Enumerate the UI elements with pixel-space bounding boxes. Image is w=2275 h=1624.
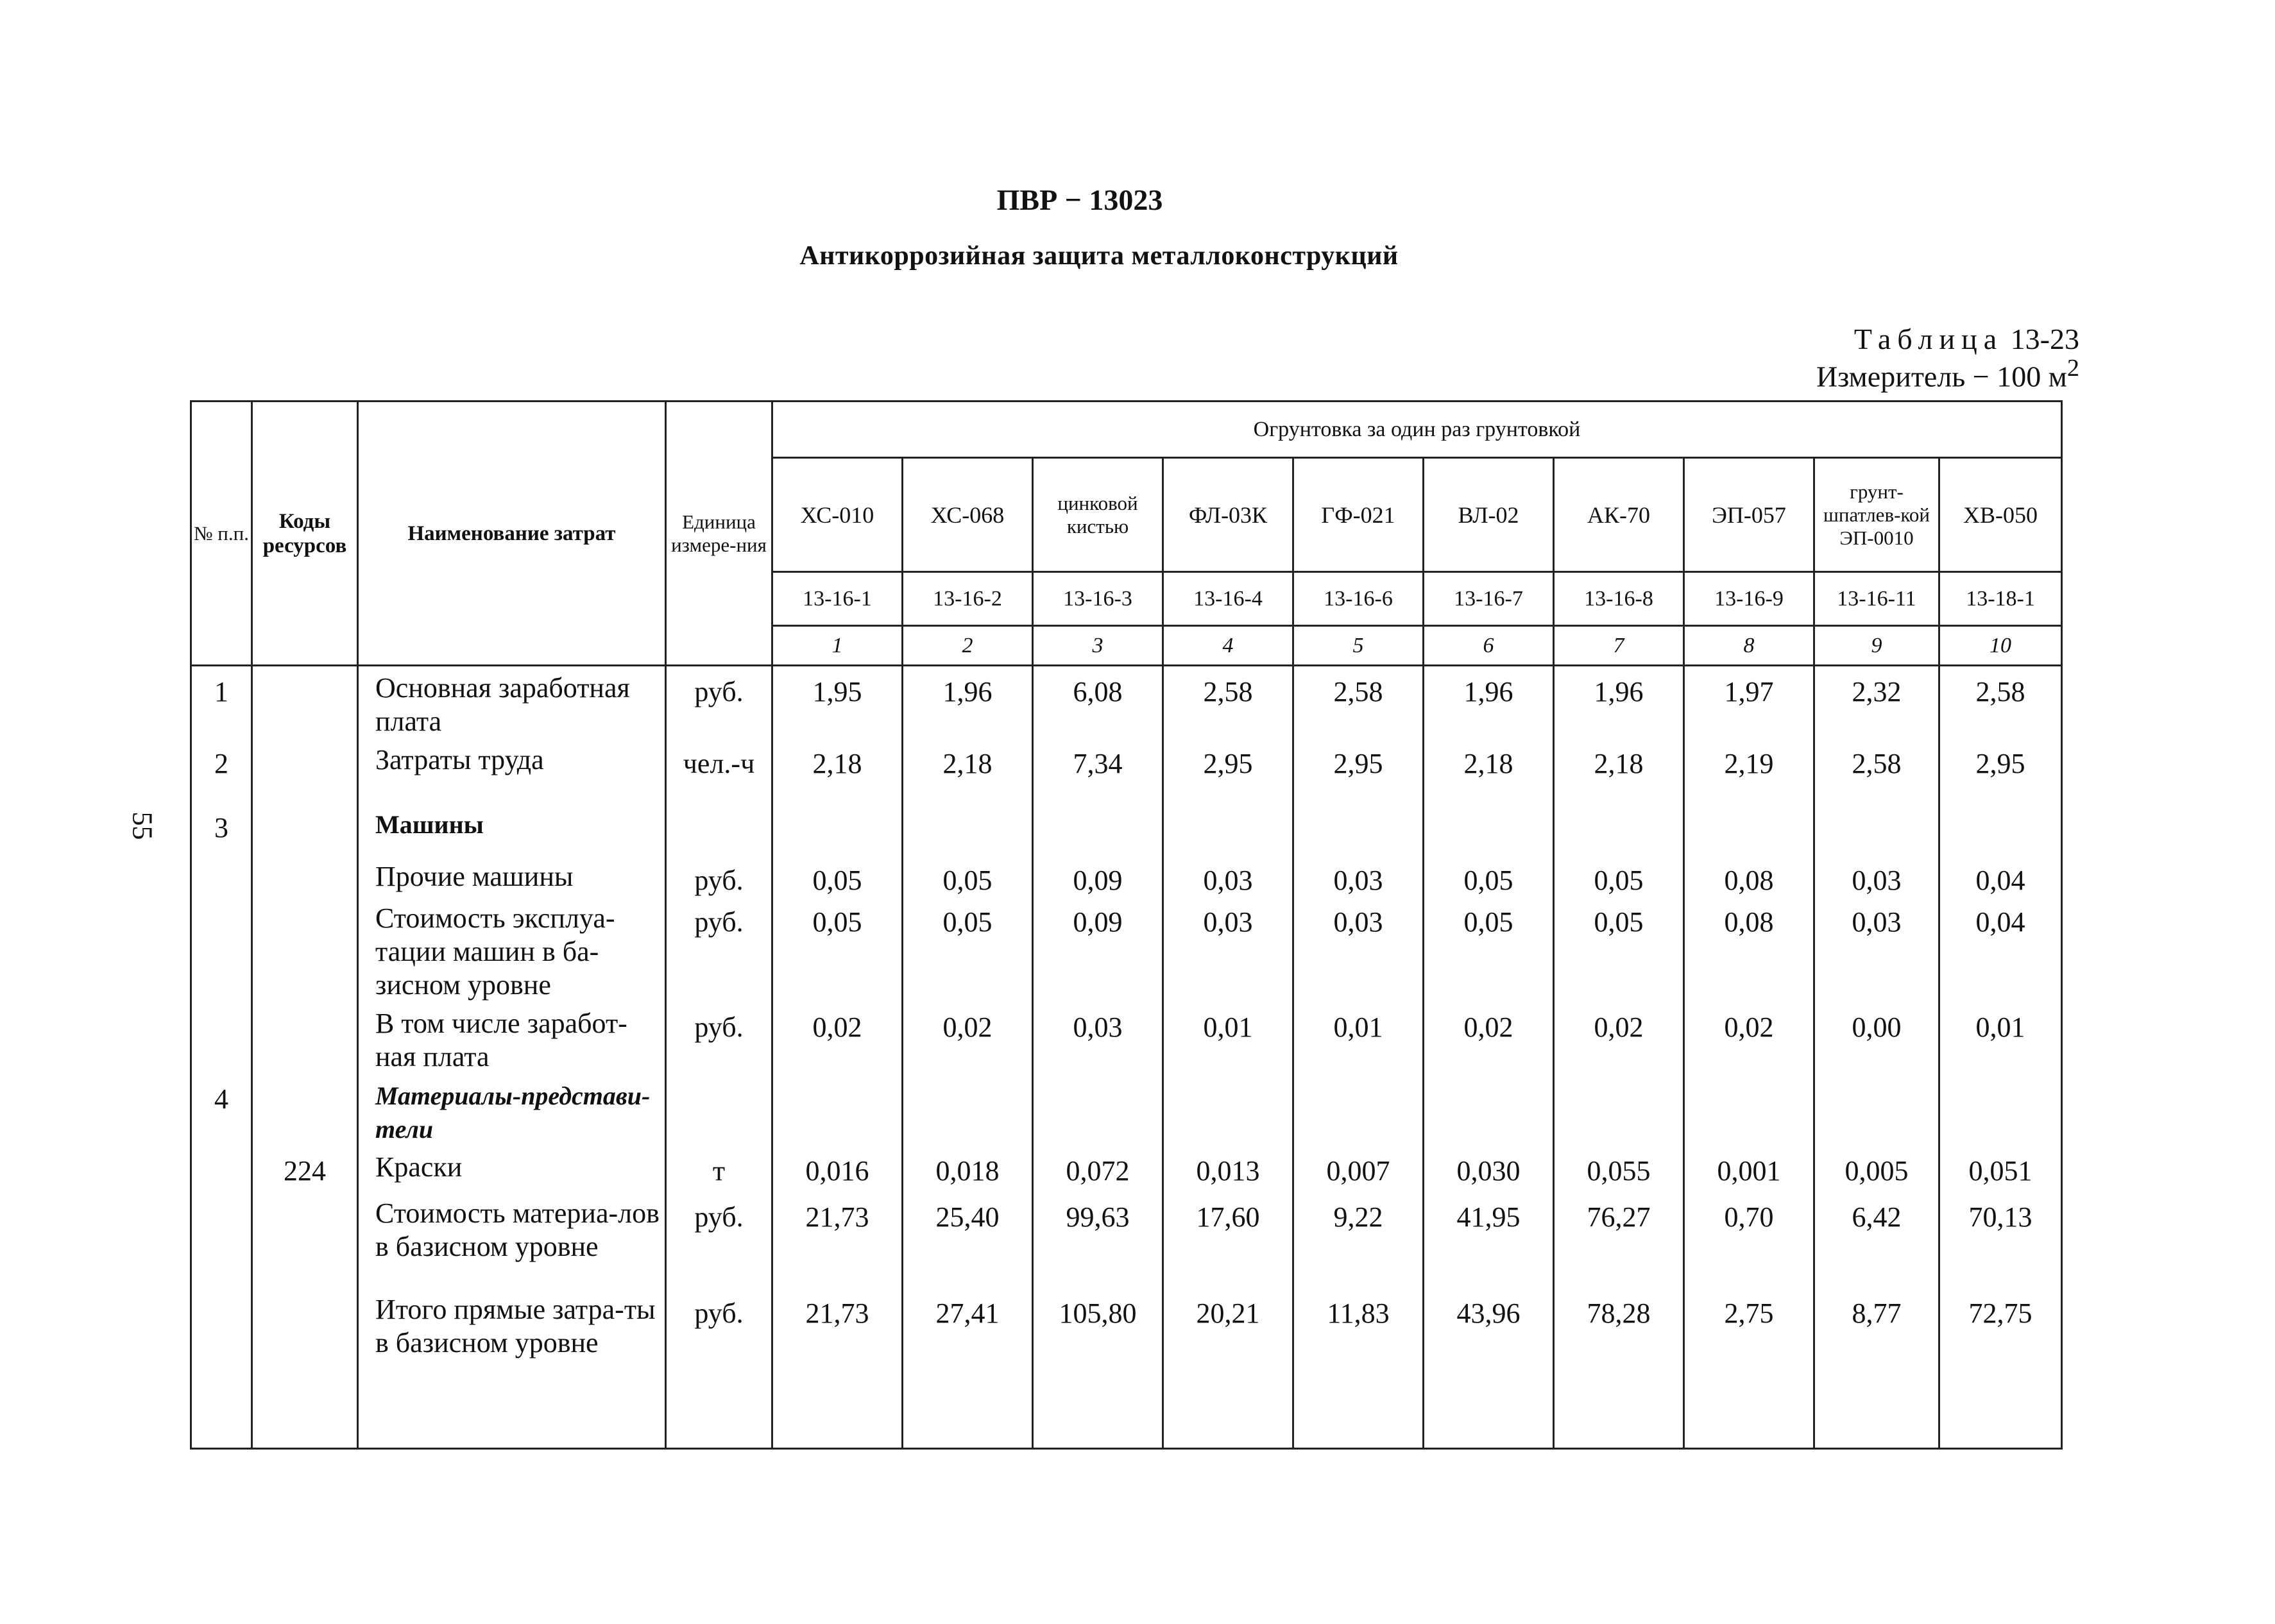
row-code xyxy=(252,1288,358,1410)
row-value-6: 0,05 xyxy=(1424,897,1554,1002)
row-name xyxy=(358,802,666,855)
row-value-6: 43,96 xyxy=(1424,1288,1554,1410)
row-unit: руб. xyxy=(666,1288,772,1410)
column-index-3: 3 xyxy=(1033,626,1163,666)
row-name-text: Стоимость материа-лов в базисном уровне xyxy=(375,1197,660,1262)
table-label-number: 13-23 xyxy=(2010,323,2079,355)
row-value-5: 0,01 xyxy=(1293,1002,1424,1074)
row-value-3: 0,072 xyxy=(1033,1146,1163,1192)
row-value-8 xyxy=(1684,802,1814,855)
row-value-9: 2,32 xyxy=(1814,666,1939,739)
row-position: 2 xyxy=(191,738,252,802)
padding-cell xyxy=(1033,1410,1163,1448)
row-unit xyxy=(666,1074,772,1146)
row-value-6 xyxy=(1424,802,1554,855)
row-value-1: 0,016 xyxy=(772,1146,903,1192)
row-value-8: 0,70 xyxy=(1684,1192,1814,1288)
padding-cell xyxy=(1814,1410,1939,1448)
row-position xyxy=(191,855,252,897)
row-value-2: 1,96 xyxy=(903,666,1033,739)
row-value-8: 2,75 xyxy=(1684,1288,1814,1410)
row-unit: руб. xyxy=(666,855,772,897)
row-value-6 xyxy=(1424,1074,1554,1146)
row-code xyxy=(252,855,358,897)
column-name-1: ХС-010 xyxy=(772,458,903,572)
column-name-3: цинковой кистью xyxy=(1033,458,1163,572)
padding-cell xyxy=(1684,1410,1814,1448)
table-padding-row xyxy=(191,1410,2062,1448)
row-name xyxy=(358,1288,666,1410)
row-name-text: Стоимость эксплуа-тации машин в ба-зисном уровне xyxy=(375,902,615,1001)
table-row xyxy=(191,897,2062,1002)
row-value-7: 0,05 xyxy=(1554,855,1684,897)
row-value-9: 0,00 xyxy=(1814,1002,1939,1074)
row-value-1: 2,18 xyxy=(772,738,903,802)
row-value-10: 0,04 xyxy=(1939,897,2062,1002)
resource-table xyxy=(190,400,2063,1450)
row-value-10: 0,01 xyxy=(1939,1002,2062,1074)
measure-sup: 2 xyxy=(2066,355,2079,382)
row-name-text: Краски xyxy=(375,1151,463,1183)
column-name-9: грунт-шпатлев-кой ЭП-0010 xyxy=(1814,458,1939,572)
row-value-2 xyxy=(903,1074,1033,1146)
row-value-7: 0,02 xyxy=(1554,1002,1684,1074)
table-row xyxy=(191,1288,2062,1410)
row-unit: руб. xyxy=(666,1002,772,1074)
table-body xyxy=(191,402,2062,1449)
padding-cell xyxy=(191,1410,252,1448)
row-value-9: 0,03 xyxy=(1814,855,1939,897)
row-value-10: 70,13 xyxy=(1939,1192,2062,1288)
padding-cell xyxy=(1163,1410,1293,1448)
row-value-2: 0,02 xyxy=(903,1002,1033,1074)
column-code-10: 13-18-1 xyxy=(1939,572,2062,626)
row-name xyxy=(358,738,666,802)
row-value-1: 21,73 xyxy=(772,1288,903,1410)
row-name-text: В том числе заработ-ная плата xyxy=(375,1008,627,1072)
row-value-4: 0,013 xyxy=(1163,1146,1293,1192)
row-position xyxy=(191,1288,252,1410)
column-code-5: 13-16-6 xyxy=(1293,572,1424,626)
row-value-2: 0,018 xyxy=(903,1146,1033,1192)
row-value-7: 0,055 xyxy=(1554,1146,1684,1192)
row-value-1: 0,05 xyxy=(772,897,903,1002)
row-unit xyxy=(666,802,772,855)
row-value-2: 0,05 xyxy=(903,897,1033,1002)
row-value-10: 72,75 xyxy=(1939,1288,2062,1410)
row-value-5: 0,03 xyxy=(1293,897,1424,1002)
column-code-9: 13-16-11 xyxy=(1814,572,1939,626)
row-value-6: 0,02 xyxy=(1424,1002,1554,1074)
column-code-3: 13-16-3 xyxy=(1033,572,1163,626)
padding-cell xyxy=(358,1410,666,1448)
row-value-5: 9,22 xyxy=(1293,1192,1424,1288)
row-value-2: 2,18 xyxy=(903,738,1033,802)
row-name-text: Материалы-представи-тели xyxy=(375,1081,651,1144)
column-name-6: ВЛ-02 xyxy=(1424,458,1554,572)
row-value-1: 0,05 xyxy=(772,855,903,897)
row-value-10: 2,95 xyxy=(1939,738,2062,802)
row-code xyxy=(252,666,358,739)
row-value-8: 0,001 xyxy=(1684,1146,1814,1192)
row-code xyxy=(252,1074,358,1146)
column-index-6: 6 xyxy=(1424,626,1554,666)
row-value-10 xyxy=(1939,802,2062,855)
table-row xyxy=(191,666,2062,739)
row-position: 4 xyxy=(191,1074,252,1146)
document-title: ПВР − 13023 xyxy=(996,183,1163,216)
table-row xyxy=(191,1192,2062,1288)
row-name xyxy=(358,1146,666,1192)
row-value-3: 0,03 xyxy=(1033,1002,1163,1074)
row-value-1: 1,95 xyxy=(772,666,903,739)
row-value-4: 0,03 xyxy=(1163,897,1293,1002)
row-value-5: 2,95 xyxy=(1293,738,1424,802)
header-name: Наименование затрат xyxy=(358,402,666,666)
row-position xyxy=(191,1192,252,1288)
column-name-2: ХС-068 xyxy=(903,458,1033,572)
table-row xyxy=(191,1002,2062,1074)
row-value-10: 2,58 xyxy=(1939,666,2062,739)
column-code-8: 13-16-9 xyxy=(1684,572,1814,626)
row-name xyxy=(358,897,666,1002)
row-value-10 xyxy=(1939,1074,2062,1146)
row-value-7: 1,96 xyxy=(1554,666,1684,739)
header-codes: Коды ресурсов xyxy=(252,402,358,666)
row-value-3 xyxy=(1033,802,1163,855)
row-name xyxy=(358,855,666,897)
row-value-3: 6,08 xyxy=(1033,666,1163,739)
column-index-8: 8 xyxy=(1684,626,1814,666)
column-index-4: 4 xyxy=(1163,626,1293,666)
table-row xyxy=(191,1146,2062,1192)
header-unit: Единица измере-ния xyxy=(666,402,772,666)
row-value-9: 0,005 xyxy=(1814,1146,1939,1192)
column-name-7: АК-70 xyxy=(1554,458,1684,572)
row-code xyxy=(252,1002,358,1074)
row-value-9: 8,77 xyxy=(1814,1288,1939,1410)
column-name-10: ХВ-050 xyxy=(1939,458,2062,572)
row-value-8 xyxy=(1684,1074,1814,1146)
row-value-5 xyxy=(1293,1074,1424,1146)
row-value-3: 7,34 xyxy=(1033,738,1163,802)
row-value-5: 11,83 xyxy=(1293,1288,1424,1410)
column-code-6: 13-16-7 xyxy=(1424,572,1554,626)
column-index-2: 2 xyxy=(903,626,1033,666)
column-name-5: ГФ-021 xyxy=(1293,458,1424,572)
row-code: 224 xyxy=(252,1146,358,1192)
row-unit: руб. xyxy=(666,897,772,1002)
row-name xyxy=(358,1002,666,1074)
row-position xyxy=(191,1146,252,1192)
row-value-9: 6,42 xyxy=(1814,1192,1939,1288)
row-value-5: 2,58 xyxy=(1293,666,1424,739)
row-position xyxy=(191,897,252,1002)
row-value-4 xyxy=(1163,802,1293,855)
row-unit: руб. xyxy=(666,1192,772,1288)
row-name xyxy=(358,1192,666,1288)
padding-cell xyxy=(903,1410,1033,1448)
table-row xyxy=(191,1074,2062,1146)
row-value-8: 0,02 xyxy=(1684,1002,1814,1074)
row-code xyxy=(252,802,358,855)
padding-cell xyxy=(772,1410,903,1448)
row-value-3 xyxy=(1033,1074,1163,1146)
row-value-3: 105,80 xyxy=(1033,1288,1163,1410)
padding-cell xyxy=(252,1410,358,1448)
row-value-4 xyxy=(1163,1074,1293,1146)
row-value-1: 21,73 xyxy=(772,1192,903,1288)
row-value-9: 0,03 xyxy=(1814,897,1939,1002)
row-value-4: 0,03 xyxy=(1163,855,1293,897)
row-position: 3 xyxy=(191,802,252,855)
row-value-3: 0,09 xyxy=(1033,855,1163,897)
row-value-6: 1,96 xyxy=(1424,666,1554,739)
document-subtitle: Антикоррозийная защита металлоконструкций xyxy=(799,241,1399,271)
row-value-4: 2,58 xyxy=(1163,666,1293,739)
padding-cell xyxy=(1293,1410,1424,1448)
column-name-4: ФЛ-03К xyxy=(1163,458,1293,572)
padding-cell xyxy=(666,1410,772,1448)
row-name-text: Затраты труда xyxy=(375,744,544,775)
row-value-4: 2,95 xyxy=(1163,738,1293,802)
row-value-7 xyxy=(1554,1074,1684,1146)
row-value-2 xyxy=(903,802,1033,855)
row-value-1 xyxy=(772,802,903,855)
row-name xyxy=(358,1074,666,1146)
row-value-5 xyxy=(1293,802,1424,855)
table-row xyxy=(191,802,2062,855)
row-value-7: 76,27 xyxy=(1554,1192,1684,1288)
header-num: № п.п. xyxy=(191,402,252,666)
padding-cell xyxy=(1424,1410,1554,1448)
row-value-4: 0,01 xyxy=(1163,1002,1293,1074)
table-label xyxy=(1854,322,2079,356)
row-value-2: 0,05 xyxy=(903,855,1033,897)
row-unit: чел.-ч xyxy=(666,738,772,802)
row-value-9 xyxy=(1814,1074,1939,1146)
row-name xyxy=(358,666,666,739)
row-value-6: 2,18 xyxy=(1424,738,1554,802)
header-group: Огрунтовка за один раз грунтовкой xyxy=(772,402,2062,458)
row-value-4: 17,60 xyxy=(1163,1192,1293,1288)
column-index-10: 10 xyxy=(1939,626,2062,666)
row-value-2: 25,40 xyxy=(903,1192,1033,1288)
page-number: 55 xyxy=(126,811,158,840)
row-position xyxy=(191,1002,252,1074)
column-code-7: 13-16-8 xyxy=(1554,572,1684,626)
row-value-8: 0,08 xyxy=(1684,897,1814,1002)
row-value-10: 0,04 xyxy=(1939,855,2062,897)
row-name-text: Основная заработная плата xyxy=(375,672,630,737)
column-name-8: ЭП-057 xyxy=(1684,458,1814,572)
row-value-7: 2,18 xyxy=(1554,738,1684,802)
row-value-6: 0,05 xyxy=(1424,855,1554,897)
padding-cell xyxy=(1939,1410,2062,1448)
row-value-7: 0,05 xyxy=(1554,897,1684,1002)
row-value-10: 0,051 xyxy=(1939,1146,2062,1192)
row-value-8: 2,19 xyxy=(1684,738,1814,802)
table-label-word: Таблица xyxy=(1853,323,2004,355)
row-name-text: Машины xyxy=(375,810,484,839)
row-value-1 xyxy=(772,1074,903,1146)
measure-unit xyxy=(1816,354,2079,393)
row-value-8: 0,08 xyxy=(1684,855,1814,897)
row-code xyxy=(252,897,358,1002)
row-value-5: 0,007 xyxy=(1293,1146,1424,1192)
row-code xyxy=(252,738,358,802)
row-value-8: 1,97 xyxy=(1684,666,1814,739)
measure-text: Измеритель − 100 м xyxy=(1816,360,2067,393)
row-position: 1 xyxy=(191,666,252,739)
table-row xyxy=(191,855,2062,897)
row-value-6: 0,030 xyxy=(1424,1146,1554,1192)
column-code-2: 13-16-2 xyxy=(903,572,1033,626)
row-name-text: Итого прямые затра-ты в базисном уровне xyxy=(375,1294,656,1358)
row-value-4: 20,21 xyxy=(1163,1288,1293,1410)
row-value-9: 2,58 xyxy=(1814,738,1939,802)
row-value-7 xyxy=(1554,802,1684,855)
column-index-9: 9 xyxy=(1814,626,1939,666)
row-name-text: Прочие машины xyxy=(375,861,574,892)
row-value-3: 99,63 xyxy=(1033,1192,1163,1288)
row-value-2: 27,41 xyxy=(903,1288,1033,1410)
column-code-1: 13-16-1 xyxy=(772,572,903,626)
row-value-3: 0,09 xyxy=(1033,897,1163,1002)
column-code-4: 13-16-4 xyxy=(1163,572,1293,626)
row-value-1: 0,02 xyxy=(772,1002,903,1074)
row-code xyxy=(252,1192,358,1288)
padding-cell xyxy=(1554,1410,1684,1448)
column-index-5: 5 xyxy=(1293,626,1424,666)
column-index-1: 1 xyxy=(772,626,903,666)
row-unit: т xyxy=(666,1146,772,1192)
row-value-9 xyxy=(1814,802,1939,855)
row-unit: руб. xyxy=(666,666,772,739)
row-value-7: 78,28 xyxy=(1554,1288,1684,1410)
row-value-5: 0,03 xyxy=(1293,855,1424,897)
row-value-6: 41,95 xyxy=(1424,1192,1554,1288)
table-row xyxy=(191,738,2062,802)
column-index-7: 7 xyxy=(1554,626,1684,666)
